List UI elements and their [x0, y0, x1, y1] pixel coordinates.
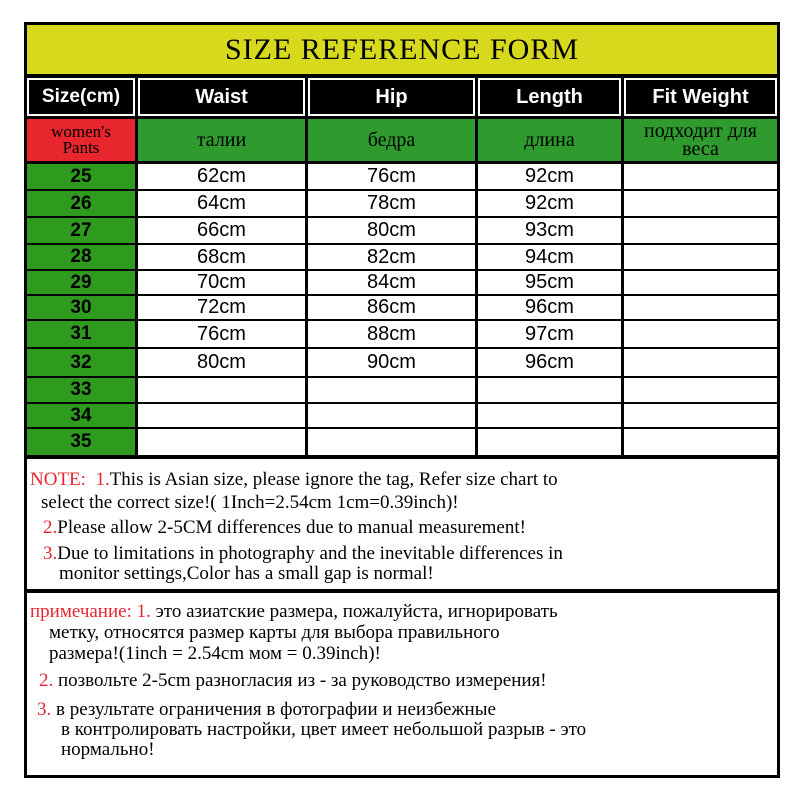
size-cell: 34 [27, 404, 135, 427]
weight-cell [624, 271, 777, 294]
notes-english [27, 459, 777, 589]
size-cell: 29 [27, 271, 135, 294]
length-cell [478, 378, 621, 402]
length-cell [478, 429, 621, 455]
size-cell: 27 [27, 218, 135, 243]
hip-cell: 90cm [308, 349, 475, 376]
waist-cell [138, 404, 305, 427]
hip-cell: 86cm [308, 296, 475, 319]
hip-cell: 80cm [308, 218, 475, 243]
note-1-line-a: This is Asian size, please ignore the tag, Refer size chart to [109, 469, 558, 490]
ru-note-1-number: 1. [136, 601, 151, 622]
note-3-line-b: monitor settings,Color has a small gap is normal! [59, 563, 434, 584]
waist-cell: 80cm [138, 349, 305, 376]
ru-note-1-line-a: это азиатские размера, пожалуйста, игнорировать [155, 601, 558, 622]
notes-russian [27, 593, 777, 775]
note-3-line-a: Due to limitations in photography and the inevitable differences in [57, 543, 563, 564]
waist-cell: 72cm [138, 296, 305, 319]
hip-cell: 76cm [308, 164, 475, 189]
subheader-length-ru: длина [478, 119, 621, 161]
category-label-line1: women's [51, 121, 111, 141]
length-cell: 92cm [478, 164, 621, 189]
length-cell: 93cm [478, 218, 621, 243]
ru-note-1-line-b: метку, относятся размер карты для выбора правильного [49, 622, 500, 643]
hip-cell: 82cm [308, 245, 475, 269]
waist-cell: 76cm [138, 321, 305, 347]
length-cell [478, 404, 621, 427]
weight-cell [624, 378, 777, 402]
weight-cell [624, 404, 777, 427]
ru-note-3-line-a: в результате ограничения в фотографии и неизбежные [56, 699, 496, 720]
waist-cell: 68cm [138, 245, 305, 269]
waist-cell [138, 378, 305, 402]
hip-cell [308, 378, 475, 402]
size-cell: 30 [27, 296, 135, 319]
hip-cell [308, 429, 475, 455]
category-label [27, 119, 135, 161]
header-fit-weight: Fit Weight [624, 78, 777, 116]
hip-cell [308, 404, 475, 427]
length-cell: 95cm [478, 271, 621, 294]
weight-cell [624, 191, 777, 216]
size-cell: 32 [27, 349, 135, 376]
waist-cell: 66cm [138, 218, 305, 243]
weight-cell [624, 218, 777, 243]
subheader-waist-ru: талии [138, 119, 305, 161]
note-2-number: 2. [43, 517, 58, 538]
ru-note-1-line-c: размера!(1inch = 2.54cm мом = 0.39inch)! [49, 643, 381, 664]
ru-note-3-line-c: нормально! [61, 739, 155, 760]
header-size: Size(cm) [27, 78, 135, 116]
size-cell: 25 [27, 164, 135, 189]
waist-cell: 64cm [138, 191, 305, 216]
ru-note-2-text: позвольте 2-5cm разногласия из - за руководство измерения! [58, 670, 547, 691]
note-label: NOTE: [30, 469, 86, 490]
weight-cell [624, 245, 777, 269]
size-cell: 28 [27, 245, 135, 269]
waist-cell: 70cm [138, 271, 305, 294]
note-1-line-b: select the correct size!( 1Inch=2.54cm 1cm=0.39inch)! [41, 492, 459, 513]
note-1-number: 1. [95, 469, 110, 490]
chart-title: SIZE REFERENCE FORM [27, 25, 777, 74]
size-cell: 35 [27, 429, 135, 455]
hip-cell: 78cm [308, 191, 475, 216]
header-waist: Waist [138, 78, 305, 116]
weight-cell [624, 164, 777, 189]
length-cell: 94cm [478, 245, 621, 269]
ru-note-3-number: 3. [37, 699, 52, 720]
ru-note-2-number: 2. [39, 670, 54, 691]
hip-cell: 88cm [308, 321, 475, 347]
weight-cell [624, 296, 777, 319]
note-3-number: 3. [43, 543, 58, 564]
size-chart [24, 22, 780, 778]
length-cell: 96cm [478, 296, 621, 319]
size-cell: 31 [27, 321, 135, 347]
waist-cell [138, 429, 305, 455]
weight-cell [624, 321, 777, 347]
weight-cell [624, 429, 777, 455]
subheader-weight-ru: подходит для веса [624, 119, 777, 161]
length-cell: 92cm [478, 191, 621, 216]
hip-cell: 84cm [308, 271, 475, 294]
header-hip: Hip [308, 78, 475, 116]
ru-note-label: примечание: [30, 601, 132, 622]
size-cell: 33 [27, 378, 135, 402]
length-cell: 96cm [478, 349, 621, 376]
waist-cell: 62cm [138, 164, 305, 189]
size-cell: 26 [27, 191, 135, 216]
length-cell: 97cm [478, 321, 621, 347]
ru-note-3-line-b: в контролировать настройки, цвет имеет небольшой разрыв - это [61, 719, 587, 740]
category-label-line2: Pants [62, 138, 100, 157]
header-length: Length [478, 78, 621, 116]
subheader-hip-ru: бедра [308, 119, 475, 161]
weight-cell [624, 349, 777, 376]
note-2-text: Please allow 2-5CM differences due to manual measurement! [57, 517, 526, 538]
